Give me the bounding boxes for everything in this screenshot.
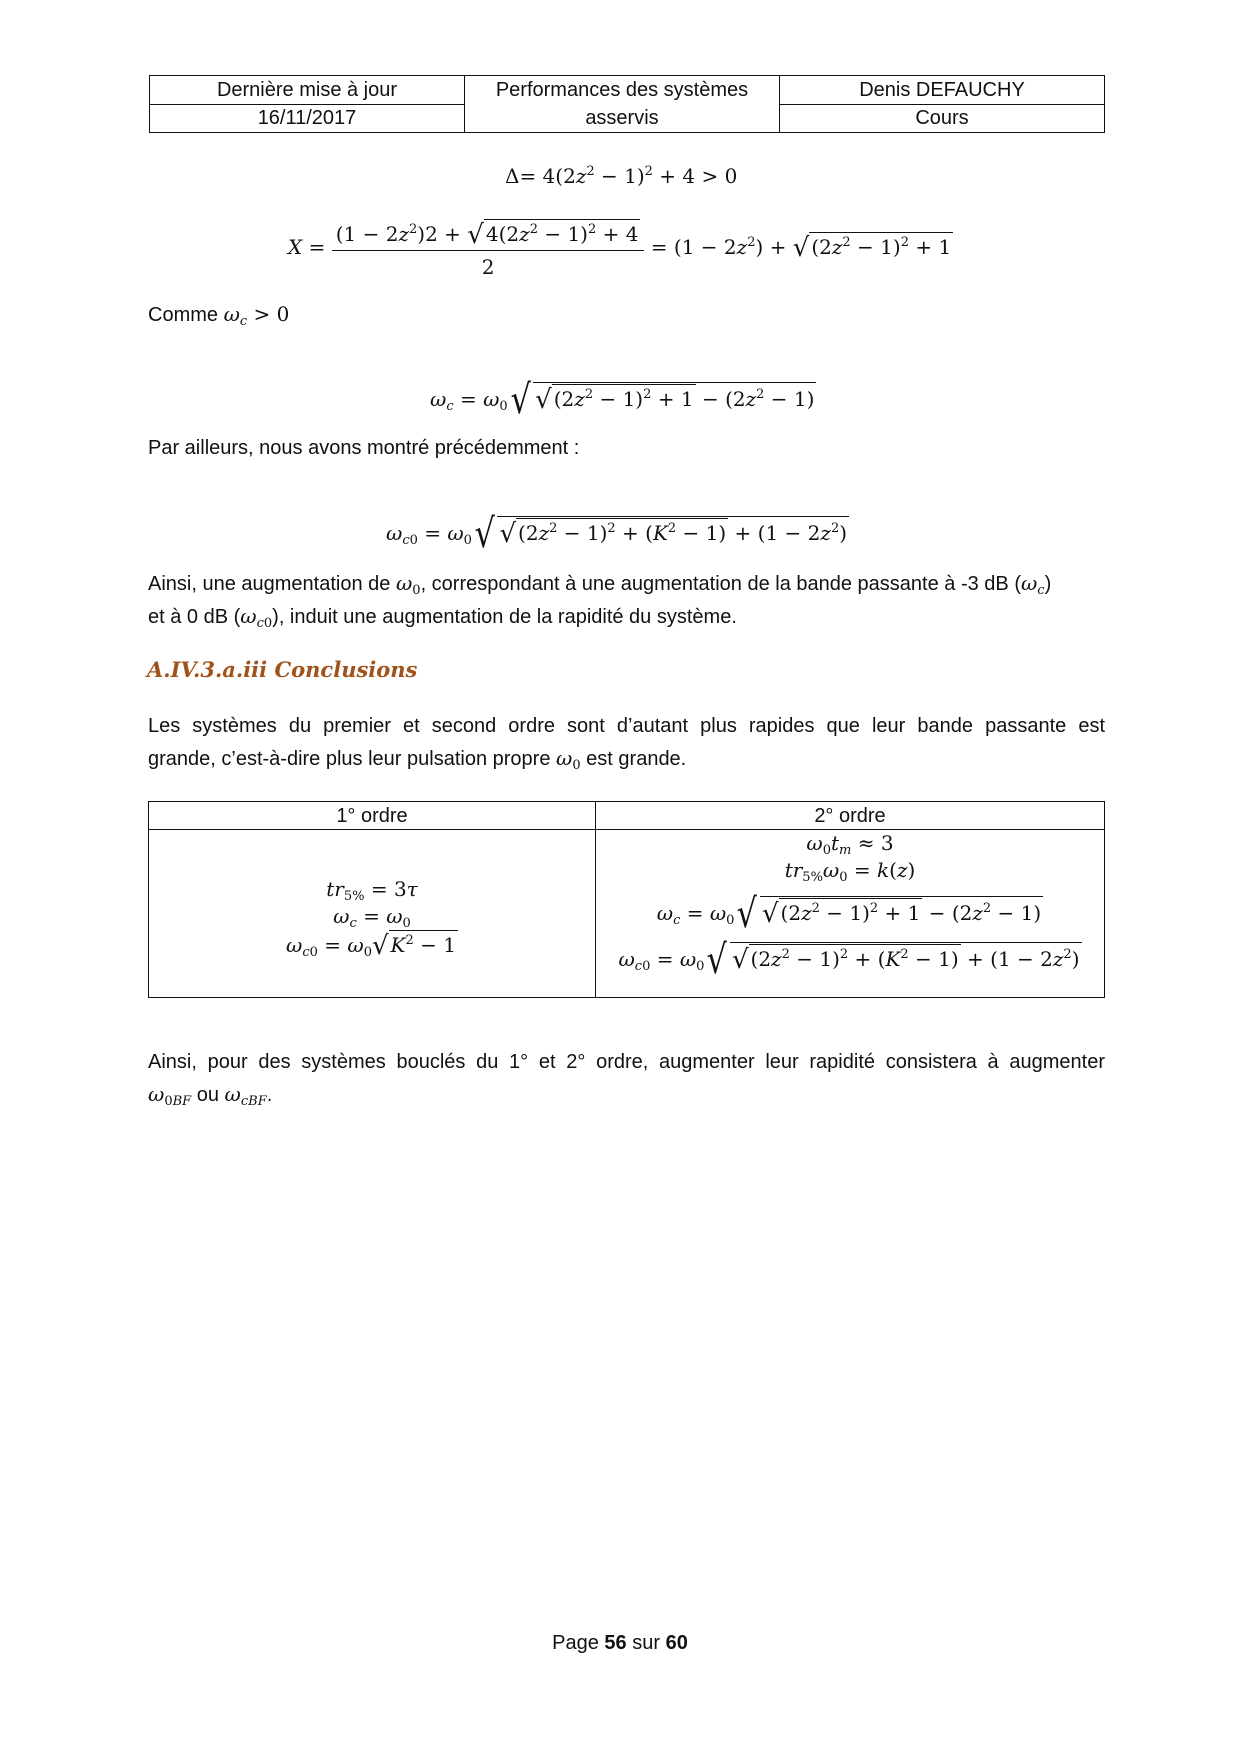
x-equation: X = $\frac{(1 - 2z^2)2 + √ 4(2z^2 - 1)^2 + 4}{2}$ = $(1 - 2z^2)$ + √ $(2z^2 - 1)^2 + 1$	[288, 220, 952, 279]
doc-type: Cours	[780, 104, 1105, 133]
col1-header: 1° ordre	[149, 802, 596, 830]
total-pages: 60	[665, 1632, 688, 1654]
second-order-cell: $\omega_0t_m \approx 3$ $tr_{5\%}\omega_0 = k(z)$ $\omega_c = \omega_0√$ √ $(2z^2 - 1)^2 + 1 - (2z^2 - 1)$ $\omega_{c0} = \omega_0√$ √ $(2z^2 - 1)^2 + (K^2 - 1) + (1 - 2z^2)$	[596, 830, 1105, 998]
comme-line: Comme $\omega_c > 0$	[148, 302, 290, 329]
col2-header: 2° ordre	[596, 802, 1105, 830]
last-update-label: Dernière mise à jour	[150, 76, 465, 105]
first-order-cell: $tr_{5\%} = 3\tau$ $\omega_c = \omega_0$ $\omega_{c0} = \omega_0√$ $K^2 - 1$	[149, 830, 596, 998]
summary-table	[148, 801, 1105, 998]
par-ailleurs-text: Par ailleurs, nous avons montré précédemment :	[148, 437, 580, 459]
section-heading: A.IV.3.a.iii Conclusions	[147, 657, 418, 682]
omega-c0-equation: $\omega_{c0} = \omega_0√$ √ $(2z^2 - 1)^2 + (K^2 - 1) + (1 - 2z^2)$	[386, 511, 848, 557]
conclusion-line1: Les systèmes du premier et second ordre sont d’autant plus rapides que leur bande passante est	[148, 715, 1105, 737]
header-table	[149, 75, 1105, 133]
ainsi-paragraph: Ainsi, une augmentation de $\omega_0$, correspondant à une augmentation de la bande passante à -3 dB $(\omega_c)$ et à 0 dB $(\omega_{c0})$, induit une augmentation de la rapidité du système.	[148, 571, 1052, 631]
omega-c-equation: $\omega_c = \omega_0√$ √ $(2z^2 - 1)^2 + 1 - (2z^2 - 1)$	[430, 377, 815, 423]
final-line1: Ainsi, pour des systèmes bouclés du 1° et 2° ordre, augmenter leur rapidité consistera à augmenter	[148, 1051, 1105, 1073]
conclusion-paragraph: Les systèmes du premier et second ordre sont d’autant plus rapides que leur bande passante est grande, c’est-à-dire plus leur pulsation propre $\omega_0$ est grande.	[148, 710, 1105, 775]
page-footer: Page 56 sur 60	[552, 1632, 688, 1654]
document-title: Performances des systèmes asservis	[465, 76, 780, 133]
update-date: 16/11/2017	[150, 104, 465, 133]
page-number: 56	[604, 1632, 627, 1654]
author: Denis DEFAUCHY	[780, 76, 1105, 105]
final-paragraph: Ainsi, pour des systèmes bouclés du 1° et 2° ordre, augmenter leur rapidité consistera à augmenter $\omega_{0BF}$ ou $\omega_{cBF}$.	[148, 1046, 1105, 1111]
delta-equation: $\Delta= 4(2z^2 - 1)^2 + 4 > 0$	[505, 164, 738, 188]
